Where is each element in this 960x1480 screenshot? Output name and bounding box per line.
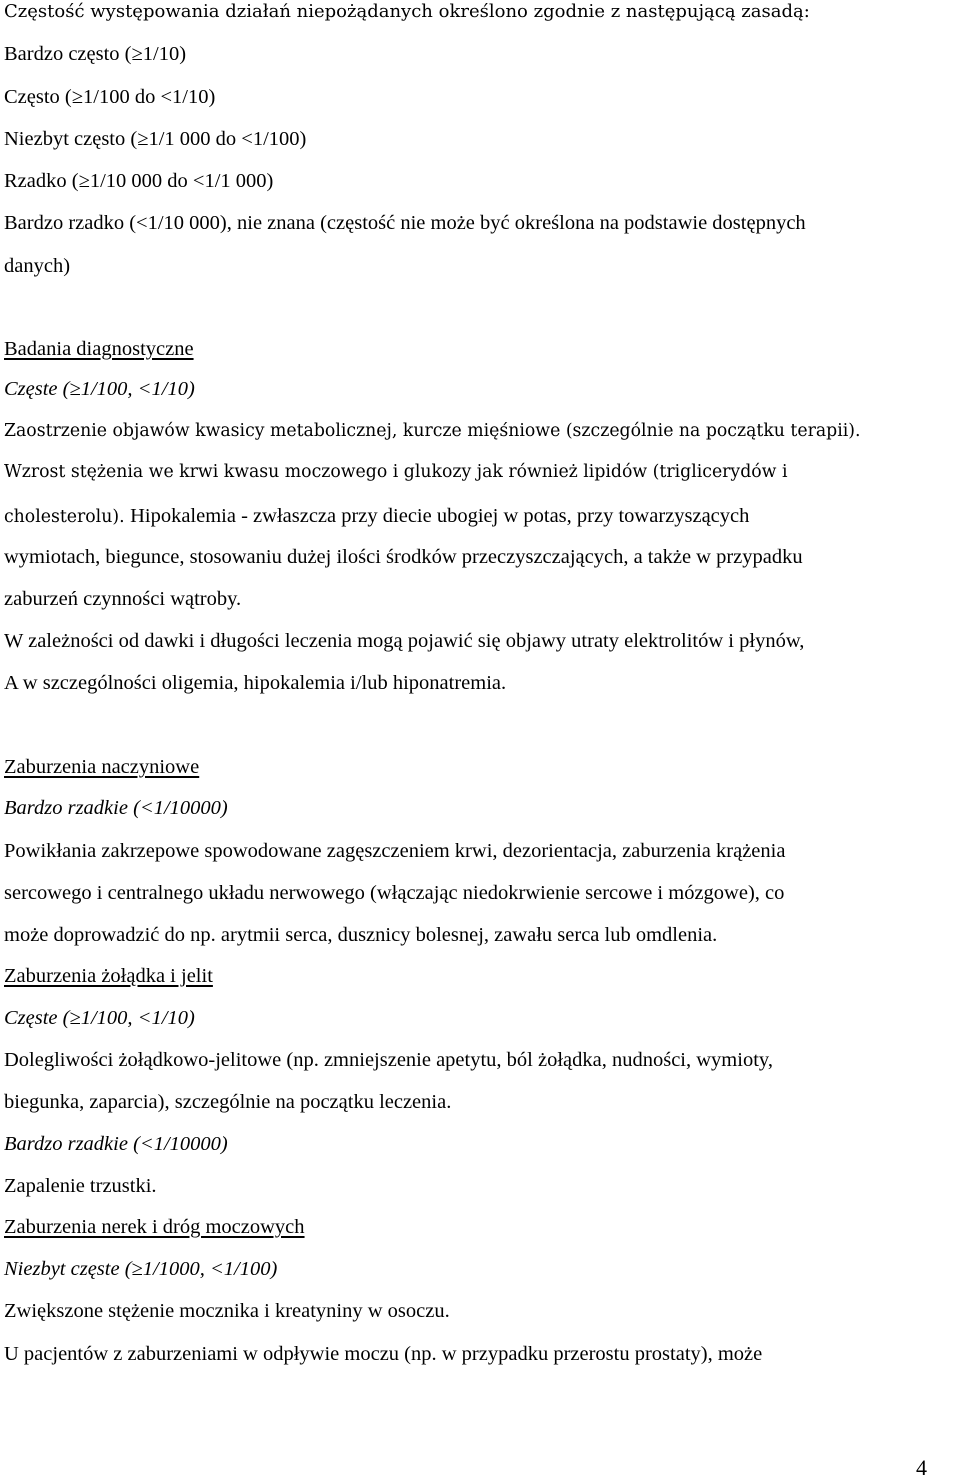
frequency-uncommon: Niezbyt często (≥1/1 000 do <1/100) — [4, 128, 307, 150]
body-line: Powikłania zakrzepowe spowodowane zagęszczeniem krwi, dezorientacja, zaburzenia krążenia — [4, 840, 786, 862]
section-heading-renal: Zaburzenia nerek i dróg moczowych — [4, 1216, 305, 1238]
body-line: U pacjentów z zaburzeniami w odpływie moczu (np. w przypadku przerostu prostaty), może — [4, 1343, 763, 1365]
frequency-label: Częste (≥1/100, <1/10) — [4, 378, 195, 400]
body-line: biegunka, zaparcia), szczególnie na początku leczenia. — [4, 1091, 452, 1113]
body-text: Hipokalemia - zwłaszcza przy diecie ubogiej w potas, przy towarzyszących — [130, 505, 750, 527]
section-heading-diagnostics: Badania diagnostyczne — [4, 338, 194, 360]
frequency-label: Częste (≥1/100, <1/10) — [4, 1007, 195, 1029]
body-line: Zwiększone stężenie mocznika i kreatyniny w osoczu. — [4, 1300, 450, 1322]
frequency-label: Bardzo rzadkie (<1/10000) — [4, 1133, 228, 1155]
body-line: Zapalenie trzustki. — [4, 1175, 157, 1197]
frequency-label: Bardzo rzadkie (<1/10000) — [4, 797, 228, 819]
frequency-common: Często (≥1/100 do <1/10) — [4, 86, 216, 108]
frequency-very-rare: Bardzo rzadko (<1/10 000), nie znana (częstość nie może być określona na podstawie dostępnych — [4, 212, 806, 234]
body-line: wymiotach, biegunce, stosowaniu dużej ilości środków przeczyszczających, a także w przypadku — [4, 546, 803, 568]
body-line: Wzrost stężenia we krwi kwasu moczowego i glukozy jak również lipidów (triglicerydów i — [4, 462, 788, 482]
frequency-very-rare-continued: danych) — [4, 255, 71, 277]
frequency-label: Niezbyt częste (≥1/1000, <1/100) — [4, 1258, 278, 1280]
body-line — [4, 506, 749, 527]
body-line: Zaostrzenie objawów kwasicy metabolicznej, kurcze mięśniowe (szczególnie na początku terapii). — [4, 421, 861, 441]
section-heading-gastrointestinal: Zaburzenia żołądka i jelit — [4, 965, 213, 987]
section-heading-vascular: Zaburzenia naczyniowe — [4, 756, 200, 778]
body-line: Dolegliwości żołądkowo-jelitowe (np. zmniejszenie apetytu, ból żołądka, nudności, wymioty, — [4, 1049, 773, 1071]
body-line: sercowego i centralnego układu nerwowego (włączając niedokrwienie sercowe i mózgowe), co — [4, 882, 785, 904]
body-text: cholesterolu). — [4, 507, 125, 527]
frequency-very-common: Bardzo często (≥1/10) — [4, 43, 187, 65]
body-line: A w szczególności oligemia, hipokalemia i/lub hiponatremia. — [4, 672, 507, 694]
frequency-rare: Rzadko (≥1/10 000 do <1/1 000) — [4, 170, 274, 192]
body-line: może doprowadzić do np. arytmii serca, dusznicy bolesnej, zawału serca lub omdlenia. — [4, 924, 718, 946]
body-line: zaburzeń czynności wątroby. — [4, 588, 242, 610]
body-line: W zależności od dawki i długości leczenia mogą pojawić się objawy utraty elektrolitów i płynów, — [4, 630, 805, 652]
frequency-intro: Częstość występowania działań niepożądanych określono zgodnie z następującą zasadą: — [4, 1, 810, 22]
page-number: 4 — [916, 1455, 927, 1480]
